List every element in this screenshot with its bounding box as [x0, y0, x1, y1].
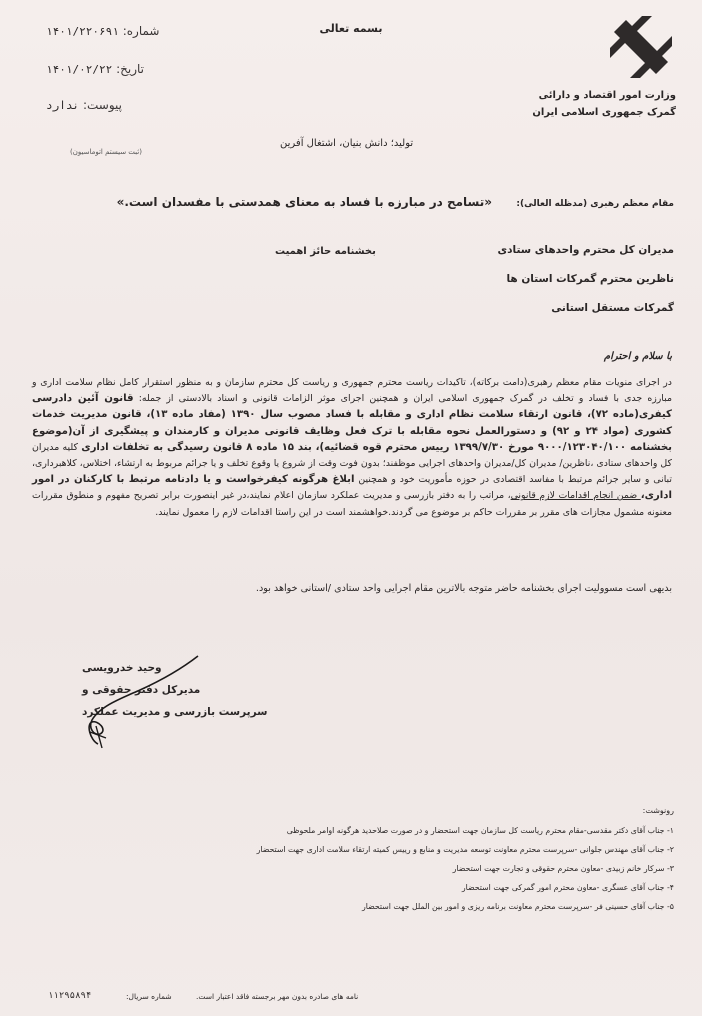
- date-label: تاریخ:: [116, 62, 144, 76]
- system-note: (ثبت سیستم اتوماسیون): [70, 148, 142, 156]
- bismillah-heading: بسمه تعالی: [319, 22, 383, 35]
- letter-date: [40, 62, 144, 76]
- customs-logo-icon: [606, 12, 676, 82]
- body-part-report: ، مراتب را به دفتر بازرسی و مدیریت عملکرد سازمان اعلام نمایند،در غیر اینصورت برابر تصریح مفهوم و منطوق مقررات معنونه مشمول مجازات های مقرر بر مقررات حاکم بر موضوع می گردند.خواهشمند است در این راستا اقدامات لازم را معمول نمایند.: [32, 490, 672, 518]
- cc-item: ۴- جناب آقای عسگری -معاون محترم امور گمرکی جهت استحضار: [461, 883, 674, 892]
- body-part-intro: در اجرای منویات مقام معظم رهبری(دامت برکاته)، تاکیدات ریاست محترم جمهوری و ریاست کل محترم سازمان و به منظور استقرار کامل نظام سلامت اداری و مبارزه جدی با فساد و تخلف در گمرک جمهوری اسلامی ایران و همچنین اجرای موثر الزامات قانونی و اسناد بالادستی از جمله:: [32, 377, 672, 405]
- date-value: ۱۴۰۱/۰۲/۲۲: [46, 63, 113, 76]
- org-line-ministry: وزارت امور اقتصاد و دارائی: [538, 90, 676, 101]
- body-part-indictment: ابلاغ هرگونه کیفرخواست و یا دادنامه مرتبط با کارکنان در امور اداری،: [32, 474, 672, 502]
- year-tagline: تولید؛ دانش بنیان، اشتغال آفرین: [280, 138, 414, 149]
- attachment-label: پیوست:: [82, 98, 122, 112]
- letter-attachment: [40, 98, 122, 112]
- serial-value: ۱۱۲۹۵۸۹۴: [48, 991, 92, 1001]
- leader-quote: «تسامح در مبارزه با فساد به معنای همدستی با مفسدان است.»: [116, 195, 492, 209]
- importance-notice: بخشنامه حائز اهمیت: [275, 246, 376, 257]
- cc-item: ۱- جناب آقای دکتر مقدسی-مقام محترم ریاست کل سازمان جهت استحضار و در صورت صلاحدید هرگونه اوامر ملحوظی: [286, 826, 674, 835]
- addressee-3: گمرکات مستقل استانی: [551, 302, 674, 314]
- body-part-legal-action: ضمن انجام اقدامات لازم قانونی: [510, 490, 641, 502]
- addressee-2: ناظرین محترم گمرکات استان ها: [506, 273, 674, 285]
- number-value: ۱۴۰۱/۲۲۰۶۹۱: [46, 25, 119, 38]
- addressee-1: مدیران کل محترم واحدهای ستادی: [497, 244, 674, 256]
- body-part-obligation: کلیه مدیران کل واحدهای ستادی ،ناظرین/ مدیران کل/مدیران واحدهای اجرایی موظفند؛ بدون فوت وقت از شروع یا وقوع تخلف و یا جرائم مربوط به ارتشاء، اختلاس، کلاهبرداری، تبانی و سایر جرائم مرتبط با مفاسد اقتصادی در حوزه مأموریت خود و همچنین: [32, 441, 672, 486]
- org-line-customs: گمرک جمهوری اسلامی ایران: [532, 107, 676, 118]
- quote-lead: مقام معظم رهبری (مدظله العالی):: [516, 199, 674, 209]
- footer-validity-note: نامه های صادره بدون مهر برجسته فاقد اعتبار است.: [196, 992, 359, 1001]
- closing-paragraph: بدیهی است مسوولیت اجرای بخشنامه حاضر متوجه بالاترین مقام اجرایی واحد ستادی /استانی خواهد بود.: [255, 583, 672, 594]
- cc-item: ۵- جناب آقای حسینی فر -سرپرست محترم معاونت برنامه ریزی و امور بین الملل جهت استحضار: [361, 902, 674, 911]
- signer-title-2: سرپرست بازرسی و مدیریت عملکرد: [82, 706, 268, 718]
- signer-title-1: مدیرکل دفتر حقوقی و: [82, 684, 201, 696]
- body-part-laws: قانون آئین دادرسی کیفری(ماده ۷۲)، قانون ارتقاء سلامت نظام اداری و مقابله با فساد مصوب سال ۱۳۹۰ (مفاد ماده ۱۳)، قانون مدیریت خدمات کشوری (مواد ۲۴ و ۹۲) و دستورالعمل نحوه مقابله با ترک فعل وظایف قانونی مدیران و کارمندان و پیشگیری از آن(موضوع بخشنامه ۹۰۰۰/۱۲۳۰۴۰/۱۰۰ مورخ ۱۳۹۹/۷/۳۰ رییس محترم قوه قضائیه)، بند ۱۵ ماده ۸ قانون رسیدگی به تخلفات اداری: [32, 393, 673, 453]
- cc-item: ۲- جناب آقای مهندس جلوانی -سرپرست محترم معاونت توسعه مدیریت و منابع و رییس کمیته ارتقاء سلامت اداری جهت استحضار: [256, 845, 674, 854]
- cc-item: ۳- سرکار خانم زبیدی -معاون محترم حقوقی و تجارت جهت استحضار: [452, 864, 674, 873]
- letter-number: [40, 24, 159, 38]
- cc-title: رونوشت:: [642, 806, 674, 815]
- signature-scribble-icon: [70, 650, 220, 750]
- attachment-value: ندارد: [46, 99, 80, 112]
- greeting: با سلام و احترام: [603, 351, 672, 362]
- serial-label: شماره سریال:: [126, 992, 172, 1001]
- number-label: شماره:: [122, 24, 160, 38]
- letter-body: [32, 375, 672, 521]
- signer-name: وحید خدرویسی: [82, 662, 162, 674]
